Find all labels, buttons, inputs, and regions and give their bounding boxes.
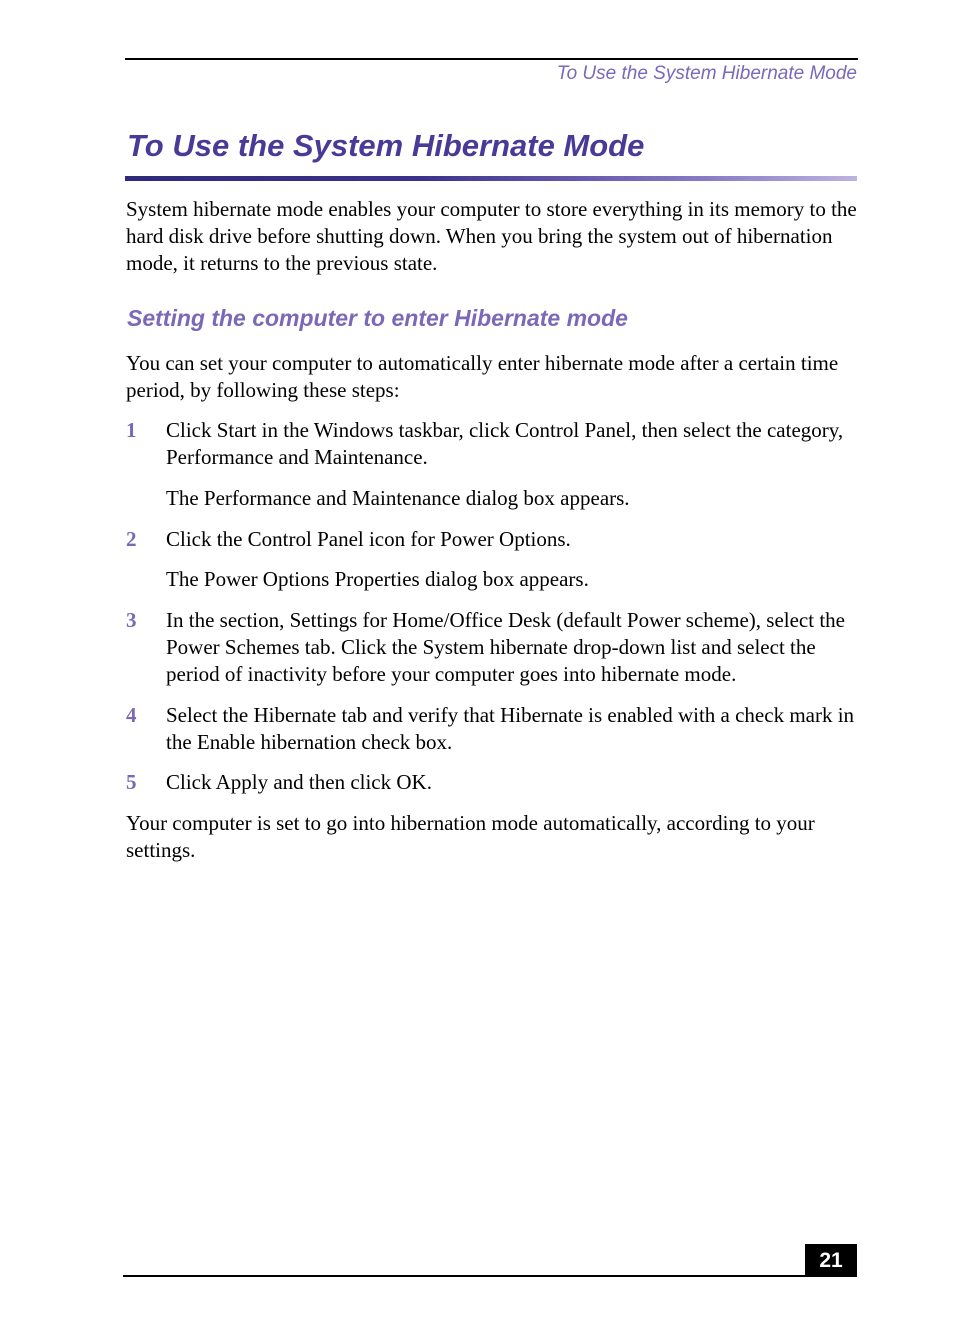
step-number: 3 xyxy=(126,608,137,632)
step-text: Select the Hibernate tab and verify that Hibernate is enabled with a check mark in the Enable hibernation check box. xyxy=(166,703,855,754)
step-number: 4 xyxy=(126,703,137,727)
step-text: Click the Control Panel icon for Power Options. xyxy=(166,527,571,551)
page-number: 21 xyxy=(805,1244,857,1277)
closing-paragraph: Your computer is set to go into hibernation mode automatically, according to your settings. xyxy=(126,811,815,862)
step-text: Click Start in the Windows taskbar, click Control Panel, then select the category, Performance and Maintenance. xyxy=(166,418,844,469)
section-lead-paragraph: You can set your computer to automatically enter hibernate mode after a certain time period, by following these steps: xyxy=(126,351,839,402)
step-text: Click Apply and then click OK. xyxy=(166,770,432,794)
intro-paragraph: System hibernate mode enables your computer to store everything in its memory to the hard disk drive before shutting down. When you bring the system out of hibernation mode, it returns to the previous state. xyxy=(126,197,857,275)
step-result: The Power Options Properties dialog box appears. xyxy=(166,567,589,591)
running-header: To Use the System Hibernate Mode xyxy=(556,63,857,84)
step-number: 2 xyxy=(126,527,137,551)
footer-rule xyxy=(123,1275,857,1277)
section-heading: Setting the computer to enter Hibernate mode xyxy=(127,305,628,331)
page-title: To Use the System Hibernate Mode xyxy=(127,128,645,163)
step-text: In the section, Settings for Home/Office Desk (default Power scheme), select the Power Schemes tab. Click the System hibernate drop-down list and select the period of inactivity before your computer goes into hibernate mode. xyxy=(166,608,845,686)
step-result: The Performance and Maintenance dialog box appears. xyxy=(166,486,630,510)
step-number: 1 xyxy=(126,418,137,442)
step-number: 5 xyxy=(126,770,137,794)
header-rule xyxy=(125,58,858,60)
title-underline-bar xyxy=(125,176,857,181)
